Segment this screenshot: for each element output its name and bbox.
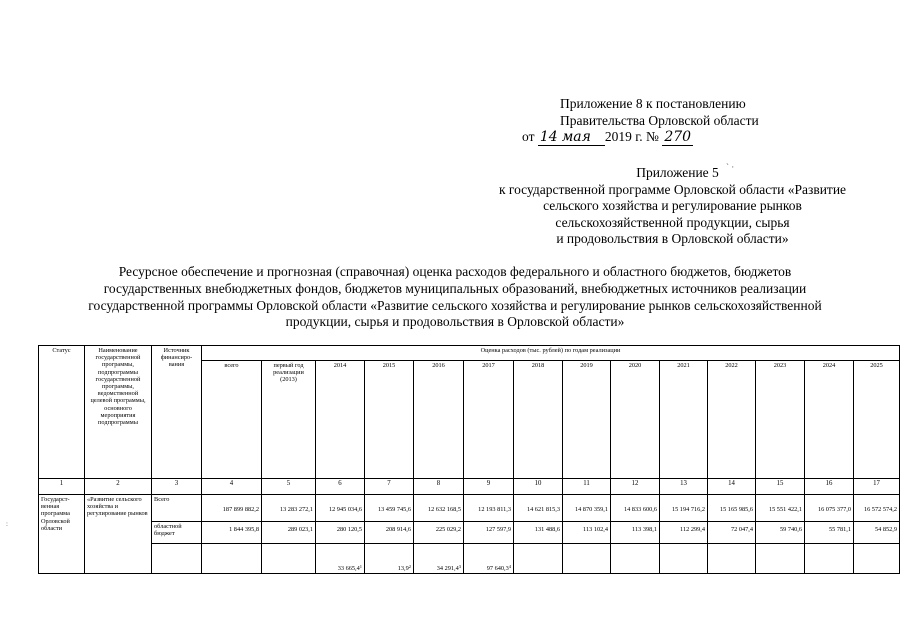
header-year-2022: 2022 [708, 361, 756, 479]
value-text: 15 194 716,2 [671, 505, 705, 513]
value-text: 131 488,6 [534, 526, 560, 533]
value-text: 208 914,6 [385, 526, 411, 533]
column-number: 10 [514, 479, 563, 495]
appendix-8-date-line [522, 129, 840, 146]
value-text: 13,9 [397, 564, 409, 572]
header-year-2018: 2018 [514, 361, 563, 479]
appendix-5-header [470, 165, 875, 248]
column-number: 11 [563, 479, 611, 495]
appendix-8-line2: Правительства Орловской области [560, 112, 759, 128]
value-cell [611, 544, 660, 574]
column-number: 13 [660, 479, 708, 495]
header-first-year: первый год реализации (2013) [262, 361, 316, 479]
value-text: 12 632 168,5 [427, 505, 461, 513]
value-cell [414, 544, 464, 574]
title-line2: государственных внебюджетных фондов, бюджетов муниципальных образований, внебюджетных источников реализации [103, 280, 807, 296]
year-label: 2019 г. № [604, 129, 659, 144]
value-text: 97 640,3 [486, 564, 509, 572]
value-cell [563, 495, 611, 522]
value-cell [464, 495, 514, 522]
column-number: 17 [854, 479, 900, 495]
header-year-2024: 2024 [805, 361, 854, 479]
value-cell [805, 544, 854, 574]
value-cell [262, 522, 316, 544]
value-text: 113 398,1 [632, 526, 657, 533]
column-number: 16 [805, 479, 854, 495]
value-cell [756, 544, 805, 574]
row-source: областной бюджет [152, 522, 202, 544]
footnote-marker: 3 [458, 563, 461, 569]
value-cell [365, 522, 414, 544]
table-row [39, 495, 900, 522]
value-cell [202, 522, 262, 544]
appendix-5-line3: сельского хозяйства и регулирование рынков [543, 198, 802, 213]
value-cell [563, 522, 611, 544]
appendix-5-line1: Приложение 5 [636, 165, 719, 180]
appendix-5-line5: и продовольствия в Орловской области» [556, 231, 789, 246]
value-text: 54 852,9 [874, 526, 897, 533]
column-number: 8 [414, 479, 464, 495]
header-year-2014: 2014 [316, 361, 365, 479]
header-year-2025: 2025 [854, 361, 900, 479]
signed-number: 270 [664, 129, 692, 145]
value-text: 14 870 359,1 [574, 505, 608, 513]
row-source: Всего [152, 495, 202, 522]
value-cell [365, 544, 414, 574]
stamp-mark: ` · [726, 162, 735, 172]
column-number: 14 [708, 479, 756, 495]
value-text: 16 572 574,2 [863, 505, 897, 513]
value-text: 34 291,4 [436, 564, 459, 572]
value-cell [414, 522, 464, 544]
value-cell [464, 522, 514, 544]
column-number: 2 [85, 479, 152, 495]
header-year-2016: 2016 [414, 361, 464, 479]
header-year-2019: 2019 [563, 361, 611, 479]
header-year-2015: 2015 [365, 361, 414, 479]
value-text: 127 597,9 [485, 526, 511, 533]
value-text: 112 299,4 [680, 526, 705, 533]
value-text: 1 844 395,8 [229, 526, 259, 533]
row-status: Государст-венная программа Орловской области [39, 495, 85, 574]
header-total: всего [202, 361, 262, 479]
value-text: 72 047,4 [730, 526, 753, 533]
value-cell [708, 522, 756, 544]
value-cell [514, 495, 563, 522]
value-text: 14 833 600,6 [623, 505, 657, 513]
title-line1: Ресурсное обеспечение и прогнозная (справочная) оценка расходов федерального и областного бюджетов, бюджетов [118, 264, 792, 279]
row-source [152, 544, 202, 574]
header-name: Наименование государственной программы, подпрограммы государственной программы, ведомственной целевой программы, основного мероприятия подпрограммы [85, 346, 152, 479]
value-cell [611, 495, 660, 522]
value-cell [563, 544, 611, 574]
document-title [40, 264, 870, 331]
value-cell [316, 495, 365, 522]
row-name: «Развитие сельского хозяйства и регулирование рынков [85, 495, 152, 574]
value-text: 16 075 377,0 [817, 505, 851, 513]
value-text: 14 621 815,3 [526, 505, 560, 513]
column-number: 4 [202, 479, 262, 495]
value-cell [660, 544, 708, 574]
value-text: 289 023,1 [287, 526, 313, 533]
value-cell [514, 522, 563, 544]
value-cell [316, 544, 365, 574]
column-number: 7 [365, 479, 414, 495]
signed-day: 14 [539, 129, 558, 145]
value-cell [611, 522, 660, 544]
value-text: 13 459 745,6 [377, 505, 411, 513]
value-text: 15 551 422,1 [768, 505, 802, 513]
value-text: 187 899 882,2 [222, 505, 259, 513]
appendix-5-line4: сельскохозяйственной продукции, сырья [555, 214, 790, 230]
column-number: 3 [152, 479, 202, 495]
footnote-marker: 4 [508, 563, 511, 569]
header-row-1 [39, 346, 900, 361]
value-cell [414, 495, 464, 522]
from-label: от [522, 129, 535, 144]
resource-table [38, 345, 900, 574]
appendix-5-line2: к государственной программе Орловской области «Развитие [498, 181, 847, 197]
title-line4: продукции, сырья и продовольствия в Орловской области» [285, 314, 625, 330]
value-text: 33 665,4 [337, 564, 360, 572]
value-text: 15 165 985,6 [719, 505, 753, 513]
value-cell [316, 522, 365, 544]
value-cell [756, 495, 805, 522]
value-text: 55 781,1 [828, 526, 851, 533]
column-number: 9 [464, 479, 514, 495]
margin-mark: : [6, 520, 8, 528]
value-cell [660, 495, 708, 522]
value-cell [805, 522, 854, 544]
value-text: 59 740,6 [779, 526, 802, 533]
value-cell [514, 544, 563, 574]
value-cell [202, 495, 262, 522]
value-cell [756, 522, 805, 544]
header-year-2021: 2021 [660, 361, 708, 479]
header-year-2017: 2017 [464, 361, 514, 479]
header-year-2023: 2023 [756, 361, 805, 479]
column-number-row [39, 479, 900, 495]
value-cell [660, 522, 708, 544]
appendix-8-line1: Приложение 8 к постановлению [560, 96, 746, 111]
value-cell [262, 495, 316, 522]
column-number: 5 [262, 479, 316, 495]
column-number: 15 [756, 479, 805, 495]
value-text: 280 120,5 [336, 526, 362, 533]
value-cell [365, 495, 414, 522]
title-line3: государственной программы Орловской области «Развитие сельского хозяйства и регулирование рынков сельскохозяйственной [88, 297, 822, 313]
value-cell [854, 522, 900, 544]
appendix-8-header [522, 96, 840, 146]
header-source: Источник финансиро-вания [152, 346, 202, 479]
value-text: 12 193 811,3 [478, 505, 511, 513]
value-cell [262, 544, 316, 574]
column-number: 12 [611, 479, 660, 495]
value-cell [708, 544, 756, 574]
column-number: 1 [39, 479, 85, 495]
value-cell [805, 495, 854, 522]
value-text: 113 102,4 [583, 526, 608, 533]
value-text: 225 029,2 [435, 526, 461, 533]
value-cell [202, 544, 262, 574]
value-text: 12 945 034,6 [328, 505, 362, 513]
table-row [39, 522, 900, 544]
signed-month: мая [560, 129, 605, 146]
value-cell [854, 495, 900, 522]
table-row [39, 544, 900, 574]
value-cell [708, 495, 756, 522]
value-cell [464, 544, 514, 574]
value-cell [854, 544, 900, 574]
column-number: 6 [316, 479, 365, 495]
header-year-2020: 2020 [611, 361, 660, 479]
value-text: 13 283 272,1 [279, 505, 313, 513]
footnote-marker: 1 [359, 563, 362, 569]
footnote-marker: 2 [408, 563, 411, 569]
header-estimate: Оценка расходов (тыс. рублей) по годам реализации [202, 346, 900, 361]
header-status: Статус [39, 346, 85, 479]
